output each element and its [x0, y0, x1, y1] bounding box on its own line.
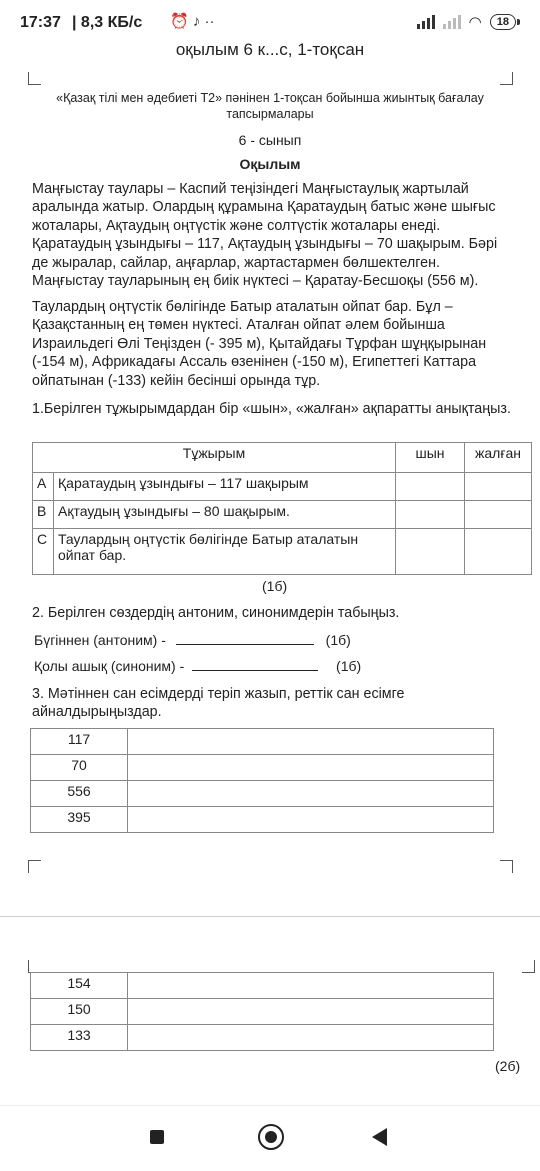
grade-label: 6 - сынып [238, 132, 302, 148]
answer-cell[interactable] [465, 501, 532, 529]
signal-icon [417, 15, 435, 29]
table-row: 150 [31, 999, 494, 1025]
status-right [417, 13, 520, 31]
answer-cell[interactable] [128, 1025, 494, 1051]
network-speed: | 8,3 КБ/с [72, 14, 143, 31]
answer-cell[interactable] [396, 529, 465, 575]
table-row: 133 [31, 1025, 494, 1051]
page-corner [522, 960, 535, 973]
answer-cell[interactable] [396, 501, 465, 529]
table-row: 556 [31, 781, 494, 807]
answer-cell[interactable] [128, 973, 494, 999]
answer-line-2[interactable] [192, 670, 318, 671]
col-true: шын [396, 443, 465, 473]
page-corner [500, 860, 513, 873]
back-icon[interactable] [372, 1128, 387, 1146]
table-row: C Таулардың оңтүстік бөлігінде Батыр аталатын ойпат бар. [33, 529, 532, 575]
notification-icons: ⏰ ♪ ·· [170, 13, 215, 30]
answer-cell[interactable] [128, 807, 494, 833]
task3-question: 3. Мәтіннен сан есімдерді теріп жазып, реттік сан есімге айналдырыңыздар. [32, 686, 405, 721]
home-icon[interactable] [258, 1124, 284, 1150]
task3-table-1 [30, 728, 494, 833]
answer-cell[interactable] [128, 755, 494, 781]
answer-cell[interactable] [128, 729, 494, 755]
task2-item1: Бүгіннен (антоним) - (1б) [34, 632, 351, 648]
answer-cell[interactable] [396, 473, 465, 501]
recent-apps-icon[interactable] [150, 1130, 164, 1144]
table-row: A Қаратаудың ұзындығы – 117 шақырым [33, 473, 532, 501]
answer-line-1[interactable] [176, 644, 314, 645]
col-statement: Тұжырым [33, 443, 396, 473]
table-row: B Ақтаудың ұзындығы – 80 шақырым. [33, 501, 532, 529]
signal-2-icon [443, 15, 461, 29]
document-title: оқылым 6 к...с, 1-тоқсан [175, 40, 365, 59]
task2-item2: Қолы ашық (синоним) - (1б) [34, 658, 362, 674]
page-separator [0, 916, 540, 917]
col-false: жалған [465, 443, 532, 473]
task1-score: (1б) [262, 578, 288, 594]
section-title: Оқылым [239, 156, 301, 172]
task3-table-2 [30, 972, 494, 1051]
battery-icon: 18 [490, 14, 520, 30]
page-corner [500, 72, 513, 85]
page-corner [28, 860, 41, 873]
table-row: 70 [31, 755, 494, 781]
status-time: 17:37 [20, 14, 61, 31]
task1-table [32, 442, 532, 575]
paragraph-1: Маңғыстау таулары – Каспий теңізіндегі Маңғыстаулық жартылай аралында жатыр. Олардың құрамына Қаратаудың батыс және шығыс жоталары, Ақтаудың оңтүстік және солтүстік жоталары енеді. Қаратаудың ұзындығы – 117, Ақтаудың ұзындығы – 70 шақырым. Бәрі де жыралар, сайлар, аңғарлар, жартастармен бөлшектелген. Маңғыстау тауларының ең биік нүктесі – Қаратау-Бесшоқы (556 м). [32, 181, 498, 290]
table-row: 117 [31, 729, 494, 755]
answer-cell[interactable] [465, 473, 532, 501]
answer-cell[interactable] [128, 781, 494, 807]
table-row: 154 [31, 973, 494, 999]
task1-question: 1.Берілген тұжырымдардан бір «шын», «жалған» ақпаратты анықтаңыз. [32, 401, 511, 417]
task3-score: (2б) [495, 1058, 521, 1074]
wifi-icon: ◠ [468, 14, 482, 31]
table-row: 395 [31, 807, 494, 833]
doc-header: «Қазақ тілі мен әдебиеті Т2» пәнінен 1-тоқсан бойынша жиынтық бағалау тапсырмалары [56, 91, 484, 121]
page-corner [28, 72, 41, 85]
task2-question: 2. Берілген сөздердің антоним, синонимдерін табыңыз. [32, 605, 400, 621]
paragraph-2: Таулардың оңтүстік бөлігінде Батыр аталатын ойпат бар. Бұл – Қазақстанның ең төмен нүктесі. Аталған ойпат әлем бойынша Израильдегі Өлі Теңізден (- 395 м), Қытайдағы Тұрфан шұңқырынан (-154 м), Африкадағы Ассаль өзенінен (-150 м), Египеттегі Каттара ойпатынан (-133) кейін бесінші орында тұр. [32, 299, 487, 389]
answer-cell[interactable] [465, 529, 532, 575]
answer-cell[interactable] [128, 999, 494, 1025]
